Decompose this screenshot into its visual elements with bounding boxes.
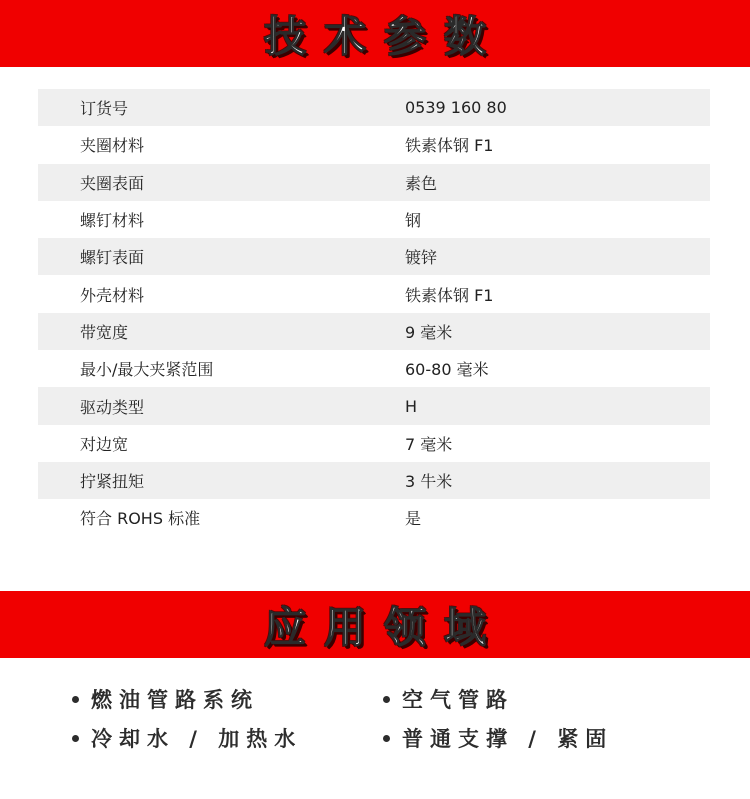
spec-row (38, 350, 710, 387)
application-item (72, 723, 302, 753)
bullet-icon (72, 735, 79, 742)
applications-title: 应用领域 (263, 602, 504, 652)
spec-label: 订货号 (80, 99, 129, 119)
spec-label: 最小/最大夹紧范围 (80, 360, 214, 380)
specs-title: 技术参数 (263, 11, 504, 61)
spec-row (38, 387, 710, 424)
bullet-icon (383, 696, 390, 703)
application-label: 普通支撑 / 紧固 (402, 727, 614, 751)
application-label: 空气管路 (402, 688, 514, 712)
spec-value: 镀锌 (405, 248, 438, 268)
spec-value: 7 毫米 (405, 434, 453, 454)
specs-banner (0, 0, 750, 67)
spec-row (38, 275, 710, 312)
application-item (383, 723, 613, 753)
spec-table (38, 89, 710, 537)
spec-row (38, 313, 710, 350)
spec-label: 螺钉材料 (80, 211, 145, 231)
spec-value: 0539 160 80 (405, 98, 507, 118)
spec-value: 是 (405, 509, 422, 529)
spec-label: 夹圈表面 (80, 173, 145, 193)
spec-row (38, 89, 710, 126)
spec-label: 拧紧扭矩 (80, 472, 145, 492)
spec-value: 铁素体钢 F1 (405, 136, 494, 156)
spec-value: 钢 (405, 211, 422, 231)
spec-value: 60-80 毫米 (405, 360, 489, 380)
application-label: 燃油管路系统 (91, 688, 259, 712)
spec-value: 3 牛米 (405, 472, 453, 492)
spec-row (38, 126, 710, 163)
spec-row (38, 462, 710, 499)
spec-row (38, 499, 710, 536)
application-label: 冷却水 / 加热水 (91, 727, 303, 751)
spec-label: 符合 ROHS 标准 (80, 509, 201, 529)
spec-label: 对边宽 (80, 434, 129, 454)
spec-row (38, 238, 710, 275)
spec-label: 驱动类型 (80, 397, 145, 417)
spec-row (38, 425, 710, 462)
bullet-icon (72, 696, 79, 703)
application-item (383, 684, 514, 714)
spec-label: 带宽度 (80, 322, 129, 342)
spec-value: 9 毫米 (405, 322, 453, 342)
bullet-icon (383, 735, 390, 742)
spec-row (38, 201, 710, 238)
spec-label: 螺钉表面 (80, 248, 145, 268)
spec-value: H (405, 396, 418, 416)
spec-value: 素色 (405, 173, 438, 193)
spec-row (38, 164, 710, 201)
spec-label: 夹圈材料 (80, 136, 145, 156)
spec-label: 外壳材料 (80, 285, 145, 305)
spec-value: 铁素体钢 F1 (405, 285, 494, 305)
application-item (72, 684, 259, 714)
applications-banner (0, 591, 750, 658)
